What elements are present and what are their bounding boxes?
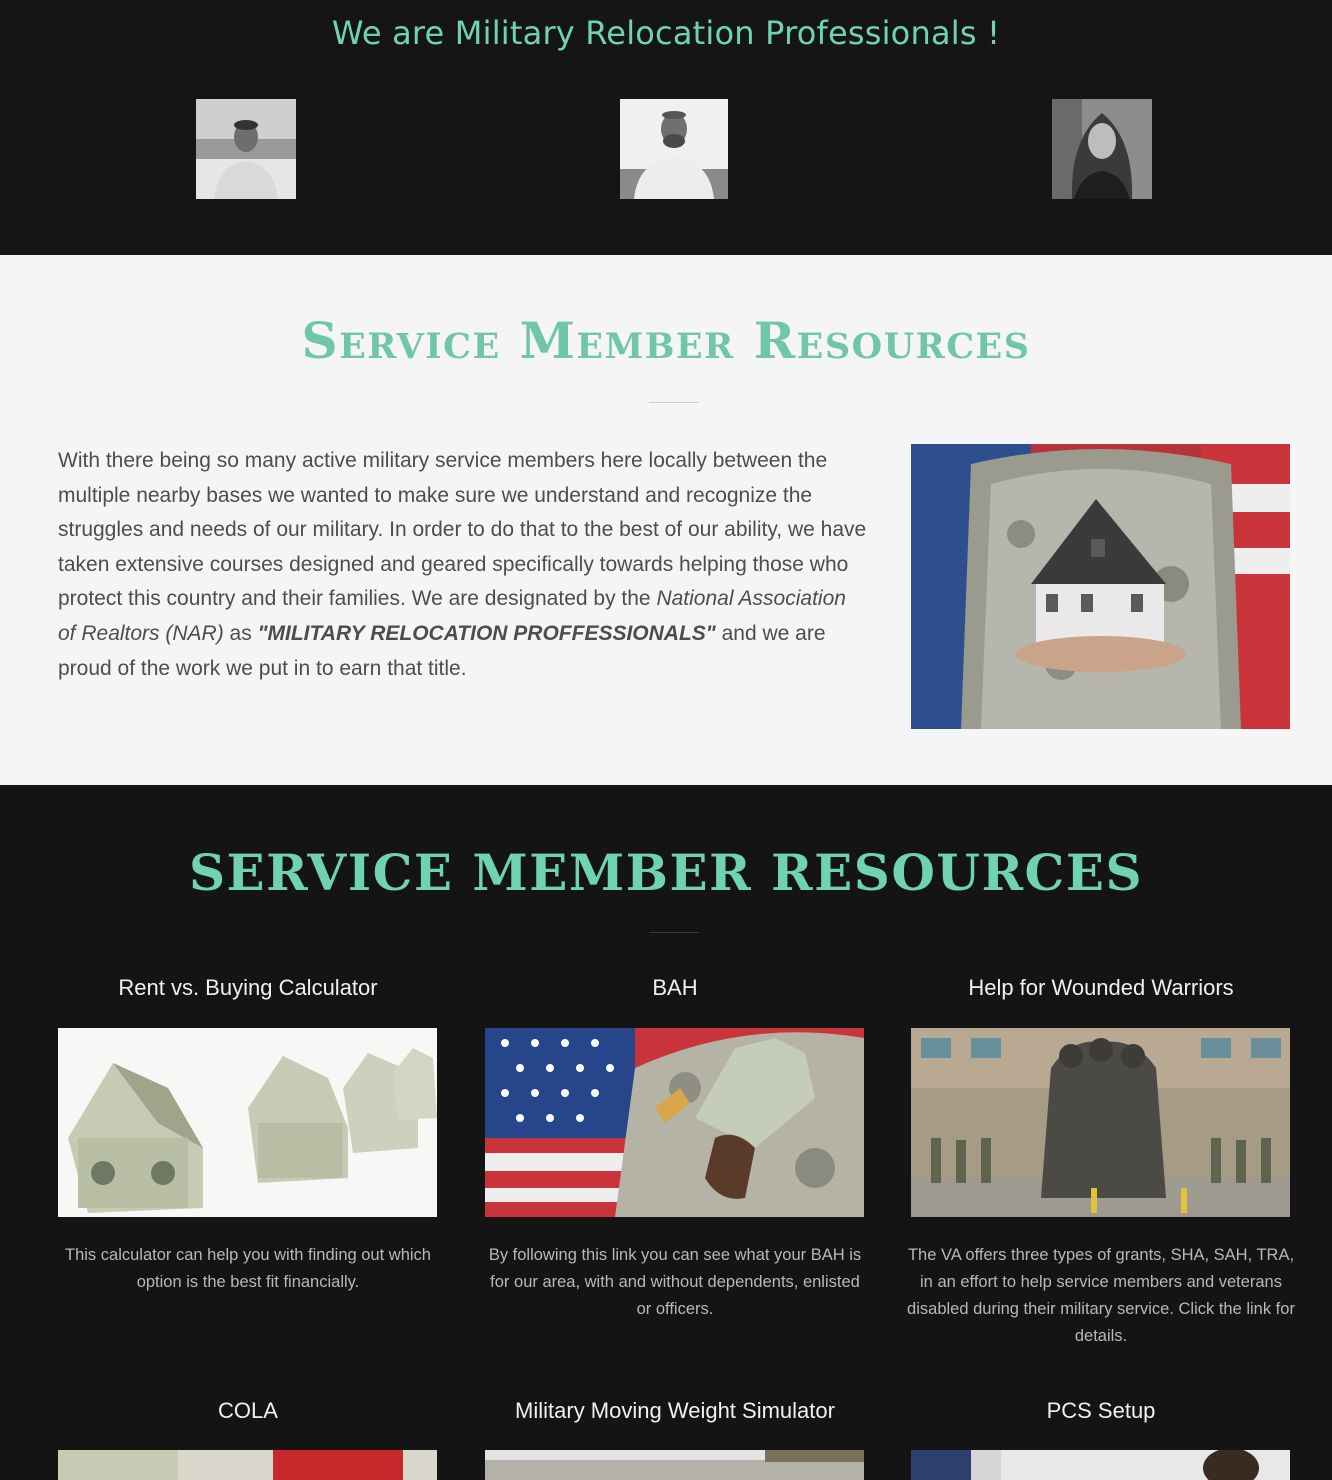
soldier-holding-house-image <box>911 444 1290 729</box>
card-title[interactable]: Rent vs. Buying Calculator <box>118 975 378 1000</box>
card-title[interactable]: PCS Setup <box>1046 1398 1156 1423</box>
about-text: and we are proud of the work we put in to earn that title. <box>58 621 826 680</box>
about-heading: Service Member Resources <box>301 311 1031 370</box>
resources-section <box>0 785 1332 1476</box>
divider <box>649 402 699 403</box>
team-heading: We are Military Relocation Professionals ! <box>331 14 1001 52</box>
card-title[interactable]: Help for Wounded Warriors <box>968 975 1234 1000</box>
about-text: With there being so many active military service members here locally between the multiple nearby bases we wanted to make sure we understand and recognize the struggles and needs of our military. In order to do that to the best of our ability, we have taken extensive courses designed and geared specifically towards helping those who protect this country and their families. We are designated by the <box>58 449 867 611</box>
about-section <box>0 255 1332 785</box>
team-section <box>0 0 1332 255</box>
team-member-photo[interactable] <box>196 99 296 199</box>
card-description: This calculator can help you with finding out which option is the best fit financially. <box>65 1246 431 1291</box>
card-title[interactable]: Military Moving Weight Simulator <box>515 1398 835 1423</box>
card-description: The VA offers three types of grants, SHA, SAH, TRA, in an effort to help service members and veterans disabled during their military service. Click the link for details. <box>907 1246 1295 1345</box>
card-title[interactable]: COLA <box>218 1398 278 1423</box>
about-paragraph <box>58 444 868 686</box>
nar-name: National Association of Realtors (NAR) <box>58 587 846 645</box>
resources-heading: SERVICE MEMBER RESOURCES <box>188 843 1144 902</box>
card-title[interactable]: BAH <box>652 975 698 1000</box>
team-member-photo[interactable] <box>1052 99 1152 199</box>
resource-card-weight-simulator <box>485 785 865 1476</box>
about-text: as <box>223 621 258 645</box>
card-description: By following this link you can see what your BAH is for our area, with and without dependents, enlisted or officers. <box>488 1246 862 1318</box>
resource-card-pcs-setup <box>911 785 1291 1476</box>
team-member-photo[interactable] <box>620 99 728 199</box>
resource-card-cola <box>58 785 438 1476</box>
mrp-designation: "MILITARY RELOCATION PROFFESSIONALS" <box>257 621 716 645</box>
